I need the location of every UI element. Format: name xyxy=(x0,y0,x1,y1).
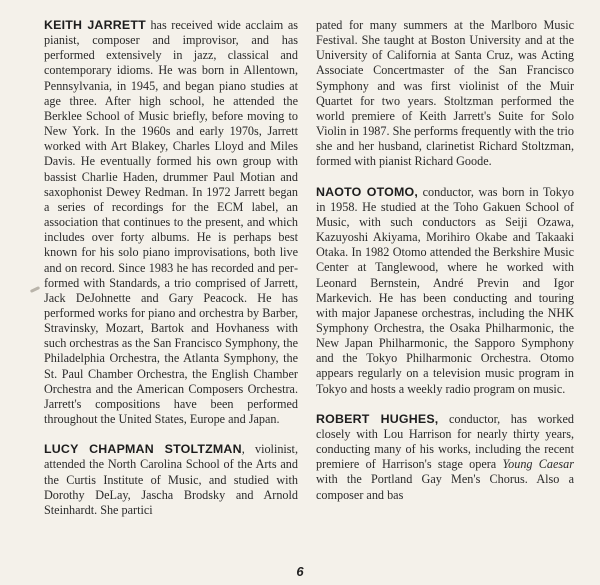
bio-text: has received wide acclaim as pianist, composer and improvisor, and has performed extensively in jazz, classical and contemporary idioms. He was born in Allentown, Pennsylvania, in 1945, and began piano studies at age three. After high school, he attended the Berklee School of Music briefly, before moving to New York. In the 1960s and early 1970s, Jarrett worked with Art Blakey, Charles Lloyd and Miles Davis. He eventually formed his own group with bassist Charlie Haden, drummer Paul Motian and saxophonist Dewey Redman. In 1972 Jarrett began a series of recordings for the ECM label, an association that continues to the present, and which includes over forty albums. He is perhaps best known for his solo piano improvisations, both live and on record. Since 1983 he has recorded and performed with Standards, a trio comprised of Jarrett, Jack DeJohnette and Gary Peacock. He has performed works for piano and orchestra by Barber, Stravinsky, Mozart, Bartok and Hovhaness with such orchestras as the San Francisco Symphony, the Philadelphia Orchestra, the Atlanta Symphony, the St. Paul Chamber Orchestra, the English Chamber Orchestra and the American Composers Orchestra. Jarrett's compositions have been performed throughout the United States, Europe and Japan. xyxy=(44,18,299,427)
print-smudge xyxy=(30,286,40,293)
bio-lucy-chapman-stoltzman-continued xyxy=(316,18,574,170)
bio-lucy-chapman-stoltzman xyxy=(44,442,298,518)
right-column xyxy=(316,18,574,518)
bio-name: ROBERT HUGHES, xyxy=(316,411,439,426)
bio-name: LUCY CHAPMAN STOLTZMAN xyxy=(44,442,242,457)
opera-title: Young Caesar xyxy=(502,457,574,472)
bio-robert-hughes xyxy=(316,412,574,503)
bio-name: NAOTO OTOMO, xyxy=(316,184,418,199)
bio-naoto-otomo xyxy=(316,185,574,397)
bio-text: pated for many summers at the Marlboro Music Festival. She taught at Boston University and at the University of California at Santa Cruz, was Acting Associate Concertmaster of the San Francisco Symphony and was first violinist of the Muir Quartet for two years. Stoltzman performed the world premiere of Keith Jarrett's Suite for Solo Violin in 1987. She performs frequently with the trio she and her husband, clarinetist Richard Stoltzman, formed with pianist Richard Goode. xyxy=(316,18,574,169)
bio-text: conductor, has worked closely with Lou Harrison for nearly thirty years, conducting many of his works, including the recent premiere of Harrison's stage opera xyxy=(316,411,574,472)
bio-text: with the Portland Gay Men's Chorus. Also a composer and bas xyxy=(316,472,574,502)
page-number: 6 xyxy=(296,564,304,579)
bio-name: KEITH JARRETT xyxy=(44,18,146,32)
bio-text: , violinist, attended the North Carolina School of the Arts and the Curtis Institute of Music, and studied with Dorothy DeLay, Jascha Brodsky and Arnold Steinhardt. She partici xyxy=(44,442,298,517)
bio-text: conductor, was born in Tokyo in 1958. He studied at the Toho Gakuen School of Music, with such conductors as Seiji Ozawa, Kazuyoshi Akiyama, Morihiro Okabe and Takaaki Otaka. In 1982 Otomo attended the Berkshire Music Center at Tanglewood, where he worked with Leonard Bernstein, André Previn and Igor Markevich. He has been conducting and touring with major Japanese orchestras, including the NHK Symphony Orchestra, the Osaka Philharmonic, the New Japan Philharmonic, the Sapporo Symphony and the Tokyo Philharmonic Orchestra. Otomo appears regularly on a television music program in Tokyo and hosts a weekly radio program on music. xyxy=(316,184,574,396)
bio-keith-jarrett xyxy=(44,18,298,427)
left-column xyxy=(44,18,298,533)
